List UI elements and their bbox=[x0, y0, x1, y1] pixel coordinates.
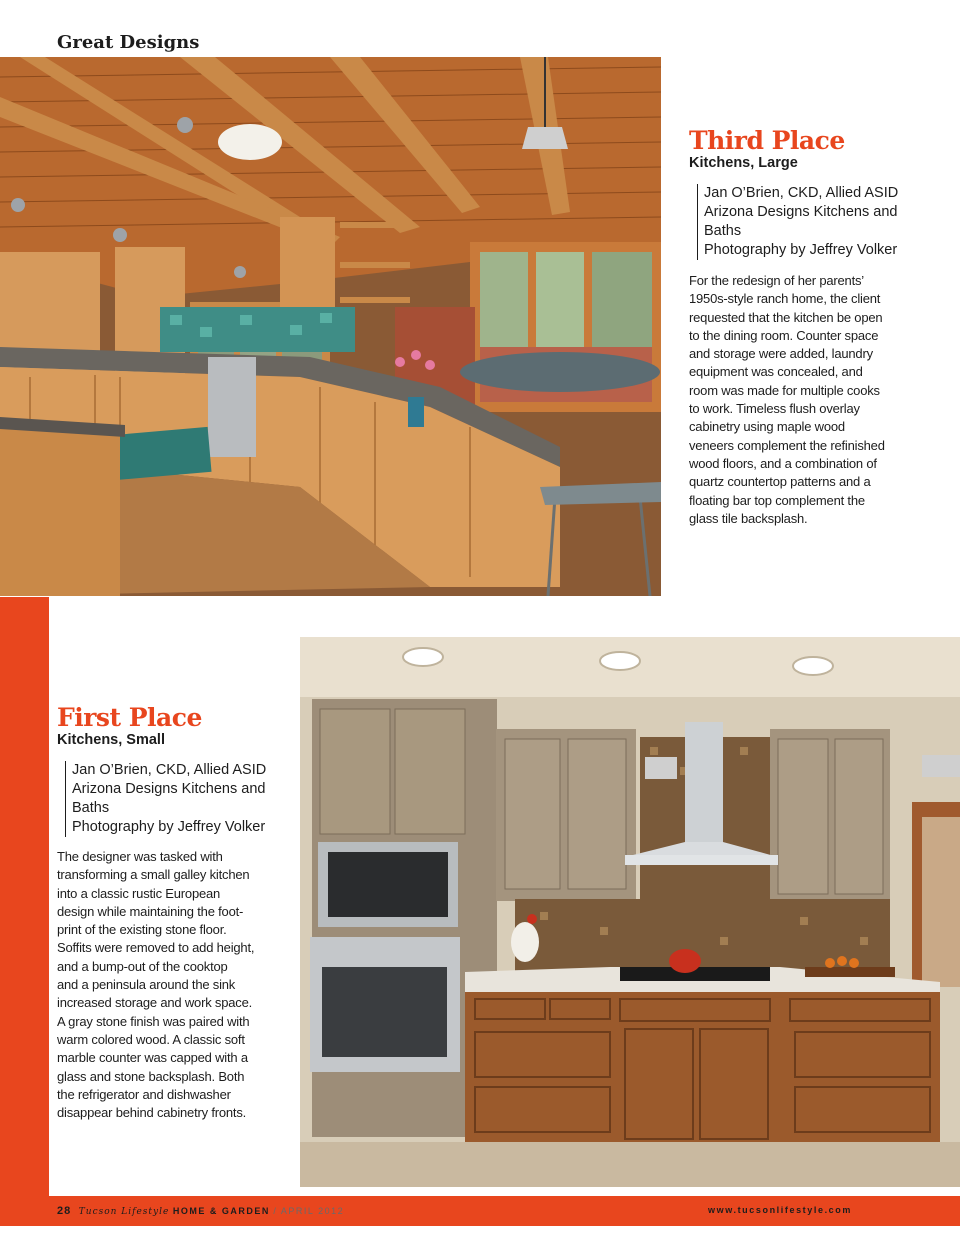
body-line: to work. Timeless flush overlay bbox=[689, 401, 860, 417]
first-place-title: First Place bbox=[57, 703, 202, 732]
body-line: 1950s-style ranch home, the client bbox=[689, 291, 881, 307]
body-line: quartz countertop patterns and a bbox=[689, 474, 871, 490]
credit-line: Photography by Jeffrey Volker bbox=[704, 242, 898, 258]
body-line: increased storage and work space. bbox=[57, 995, 253, 1011]
body-line: to the dining room. Counter space bbox=[689, 327, 879, 343]
magazine-name-caps: HOME & GARDEN bbox=[172, 1206, 270, 1216]
body-line: room was made for multiple cooks bbox=[689, 382, 880, 398]
third-place-title: Third Place bbox=[689, 126, 845, 155]
body-line: marble counter was capped with a bbox=[57, 1050, 248, 1066]
page-folio bbox=[57, 1205, 344, 1217]
body-line: For the redesign of her parents’ bbox=[689, 273, 864, 288]
third-place-category: Kitchens, Large bbox=[689, 155, 798, 171]
body-line: The designer was tasked with bbox=[57, 849, 223, 864]
body-line: and storage were added, laundry bbox=[689, 346, 873, 362]
credit-line: Photography by Jeffrey Volker bbox=[72, 819, 266, 835]
third-place-credits bbox=[697, 184, 898, 260]
accent-bar-left bbox=[0, 597, 49, 1197]
section-label: Great Designs bbox=[57, 32, 200, 53]
body-line: transforming a small galley kitchen bbox=[57, 867, 250, 883]
magazine-name-script: Tucson Lifestyle bbox=[78, 1207, 170, 1217]
body-line: cabinetry using maple wood bbox=[689, 419, 845, 435]
small-kitchen-photo bbox=[300, 637, 960, 1187]
body-line: veneers complement the refinished bbox=[689, 437, 885, 453]
body-line: the refrigerator and dishwasher bbox=[57, 1086, 231, 1102]
body-line: glass tile backsplash. bbox=[689, 510, 808, 526]
credit-line: Baths bbox=[704, 223, 742, 239]
first-place-category: Kitchens, Small bbox=[57, 732, 165, 748]
website-url: www.tucsonlifestyle.com bbox=[708, 1205, 852, 1215]
body-line: disappear behind cabinetry fronts. bbox=[57, 1105, 247, 1121]
credit-line: Arizona Designs Kitchens and bbox=[72, 781, 266, 797]
credit-line: Jan O’Brien, CKD, Allied ASID bbox=[72, 762, 267, 778]
issue-date: / APRIL 2012 bbox=[273, 1206, 345, 1216]
credit-line: Baths bbox=[72, 800, 110, 816]
credit-line: Arizona Designs Kitchens and bbox=[704, 204, 898, 220]
first-place-credits bbox=[65, 761, 266, 837]
body-line: print of the existing stone floor. bbox=[57, 922, 227, 938]
body-line: into a classic rustic European bbox=[57, 885, 221, 901]
third-place-description bbox=[689, 272, 885, 528]
large-kitchen-photo bbox=[0, 57, 661, 596]
body-line: design while maintaining the foot- bbox=[57, 903, 244, 919]
body-line: A gray stone finish was paired with bbox=[57, 1013, 250, 1029]
body-line: and a peninsula around the sink bbox=[57, 977, 236, 993]
page-number: 28 bbox=[57, 1205, 72, 1217]
body-line: equipment was concealed, and bbox=[689, 364, 863, 380]
body-line: glass and stone backsplash. Both bbox=[57, 1068, 245, 1084]
body-line: floating bar top complement the bbox=[689, 492, 865, 508]
body-line: requested that the kitchen be open bbox=[689, 309, 883, 325]
body-line: Soffits were removed to add height, bbox=[57, 940, 255, 956]
body-line: wood floors, and a combination of bbox=[689, 455, 877, 471]
first-place-description bbox=[57, 848, 254, 1122]
body-line: warm colored wood. A classic soft bbox=[57, 1031, 245, 1047]
credit-line: Jan O’Brien, CKD, Allied ASID bbox=[704, 185, 899, 201]
body-line: and a bump-out of the cooktop bbox=[57, 958, 228, 974]
